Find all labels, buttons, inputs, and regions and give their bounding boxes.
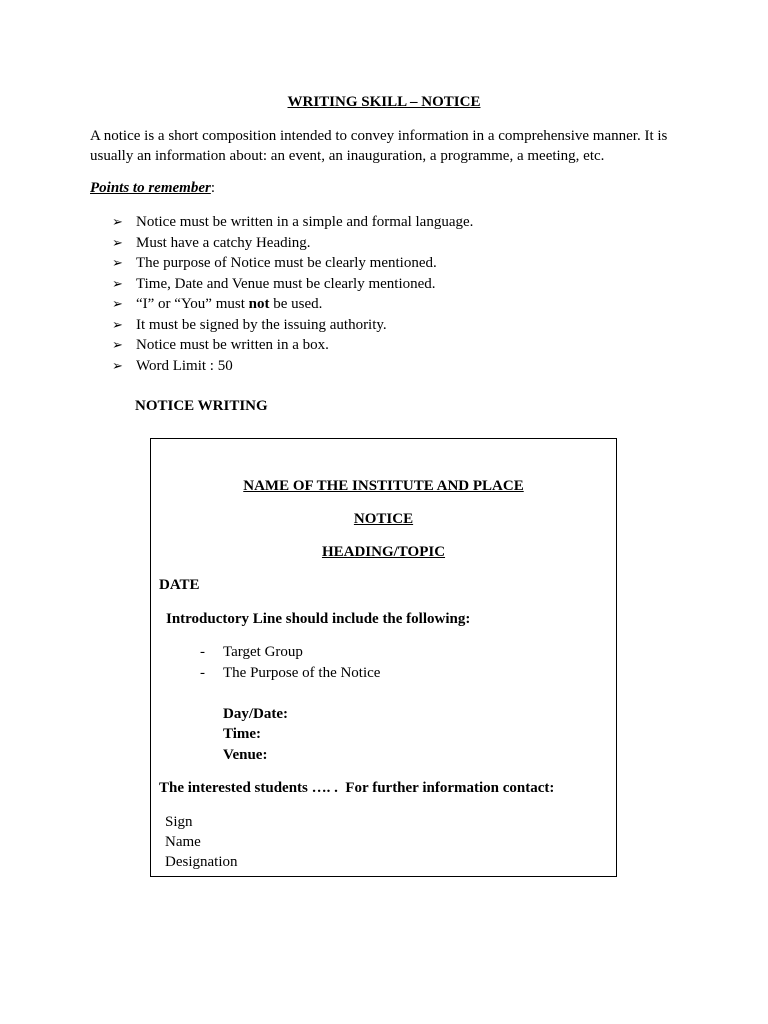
sign-label: Sign [165, 814, 193, 830]
closing-line: The interested students …. . For further information contact: [159, 780, 555, 796]
list-item: ➢ It must be signed by the issuing authority. [112, 315, 473, 336]
arrow-bullet-icon: ➢ [112, 234, 123, 250]
list-item: ➢ The purpose of Notice must be clearly mentioned. [112, 253, 473, 274]
time-label: Time: [223, 726, 262, 742]
list-item: ➢ Notice must be written in a box. [112, 335, 473, 356]
section-heading: NOTICE WRITING [135, 398, 268, 414]
list-item: - The Purpose of the Notice [200, 665, 381, 681]
list-item: ➢ Notice must be written in a simple and formal language. [112, 212, 473, 233]
points-heading-text: Points to remember [90, 180, 211, 196]
institute-heading: NAME OF THE INSTITUTE AND PLACE [243, 478, 524, 494]
list-item: ➢ Must have a catchy Heading. [112, 233, 473, 254]
notice-label: NOTICE [353, 511, 414, 527]
points-heading-colon: : [210, 180, 215, 196]
intro-paragraph: A notice is a short composition intended to convey information in a comprehensive manner. It is usually an information about: an event, an inauguration, a programme, a meeting, etc. [90, 128, 668, 164]
designation-label: Designation [165, 854, 238, 870]
arrow-bullet-icon: ➢ [112, 214, 123, 229]
arrow-bullet-icon: ➢ [112, 357, 123, 373]
arrow-bullet-icon: ➢ [112, 296, 123, 311]
points-heading [90, 180, 215, 197]
notice-format-box [150, 438, 617, 877]
page-title: WRITING SKILL – NOTICE [287, 94, 481, 110]
list-item: ➢ Word Limit : 50 [112, 356, 473, 377]
list-item: - Target Group [200, 644, 303, 660]
heading-topic: HEADING/TOPIC [321, 544, 446, 560]
dash-bullet-icon: - [200, 644, 205, 660]
arrow-bullet-icon: ➢ [112, 275, 123, 291]
arrow-bullet-icon: ➢ [112, 316, 123, 332]
points-list [112, 212, 473, 376]
name-label: Name [165, 834, 201, 850]
intro-line: Introductory Line should include the following: [166, 611, 471, 627]
arrow-bullet-icon: ➢ [112, 337, 123, 352]
dash-bullet-icon: - [200, 665, 205, 681]
list-item: ➢ Time, Date and Venue must be clearly mentioned. [112, 274, 473, 295]
date-label: DATE [159, 577, 200, 593]
arrow-bullet-icon: ➢ [112, 255, 123, 270]
list-item: ➢ “I” or “You” must not be used. [112, 294, 473, 315]
venue-label: Venue: [223, 747, 268, 763]
day-date-label: Day/Date: [223, 706, 288, 722]
